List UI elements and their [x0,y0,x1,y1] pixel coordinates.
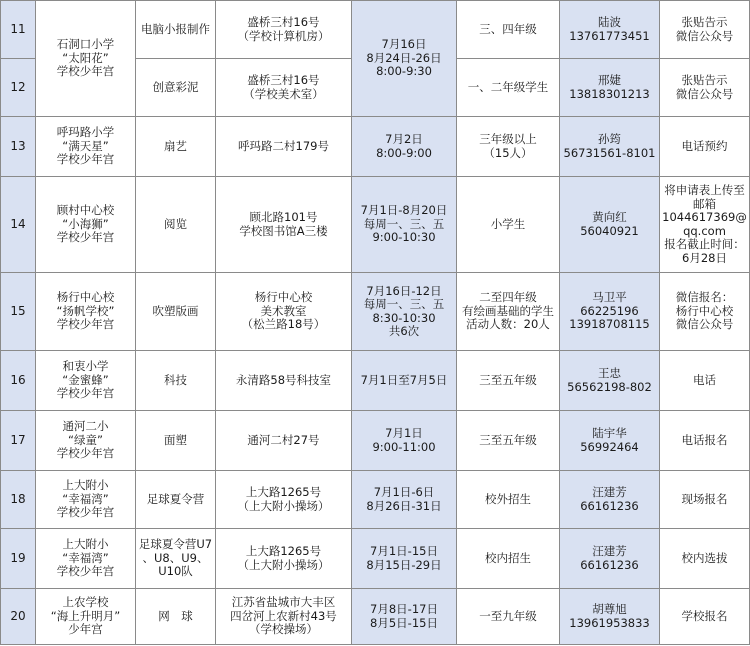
activity-time: 7月16日-12日 每周一、三、五 8:30-10:30 共6次 [352,273,457,351]
school-name: 上农学校 “海上升明月” 少年宫 [36,589,136,645]
project-name: 足球夏令营U7 、U8、U9、 U10队 [136,529,216,589]
project-name: 扇艺 [136,117,216,177]
contact-info: 王忠 56562198-802 [560,351,660,411]
school-name: 杨行中心校 “扬帆学校” 学校少年宫 [36,273,136,351]
signup-method: 现场报名 [660,471,750,529]
activity-time: 7月1日至7月5日 [352,351,457,411]
signup-method: 电话 [660,351,750,411]
row-number: 17 [1,411,36,471]
signup-method: 电话报名 [660,411,750,471]
table-row [1,589,750,645]
school-name: 上大附小 “幸福湾” 学校少年宫 [36,529,136,589]
activity-address: 通河二村27号 [216,411,352,471]
activity-time: 7月16日 8月24日-26日 8:00-9:30 [352,1,457,117]
table-row [1,351,750,411]
row-number: 19 [1,529,36,589]
contact-info: 邢婕 13818301213 [560,59,660,117]
contact-info: 陆宇华 56992464 [560,411,660,471]
target-grade: 小学生 [457,177,560,273]
project-name: 电脑小报制作 [136,1,216,59]
activity-address: 呼玛路二村179号 [216,117,352,177]
school-name: 通河二小 “绿童” 学校少年宫 [36,411,136,471]
project-name: 创意彩泥 [136,59,216,117]
contact-info: 黄向红 56040921 [560,177,660,273]
activity-time: 7月1日-8月20日 每周一、三、五 9:00-10:30 [352,177,457,273]
signup-method: 校内选拔 [660,529,750,589]
activity-time: 7月1日-15日 8月15日-29日 [352,529,457,589]
project-name: 科技 [136,351,216,411]
table-row [1,529,750,589]
target-grade: 三至五年级 [457,411,560,471]
activity-address: 上大路1265号 （上大附小操场） [216,529,352,589]
contact-info: 马卫平 66225196 13918708115 [560,273,660,351]
row-number: 14 [1,177,36,273]
school-name: 石洞口小学 “太阳花” 学校少年宫 [36,1,136,117]
target-grade: 校外招生 [457,471,560,529]
activity-time: 7月8日-17日 8月5日-15日 [352,589,457,645]
activity-time: 7月1日-6日 8月26日-31日 [352,471,457,529]
row-number: 20 [1,589,36,645]
contact-info: 汪建芳 66161236 [560,529,660,589]
target-grade: 一、二年级学生 [457,59,560,117]
activity-address: 上大路1265号 （上大附小操场） [216,471,352,529]
row-number: 11 [1,1,36,59]
row-number: 18 [1,471,36,529]
activity-time: 7月1日 9:00-11:00 [352,411,457,471]
table-row [1,471,750,529]
signup-method: 将申请表上传至 邮箱 1044617369@ qq.com 报名截止时间： 6月28日 [660,177,750,273]
school-name: 和衷小学 “金蜜蜂” 学校少年宫 [36,351,136,411]
signup-method: 电话预约 [660,117,750,177]
contact-info: 孙筠 56731561-8101 [560,117,660,177]
row-number: 12 [1,59,36,117]
project-name: 吹塑版画 [136,273,216,351]
project-name: 网 球 [136,589,216,645]
activity-address: 杨行中心校 美术教室 （松兰路18号） [216,273,352,351]
activity-address: 永清路58号科技室 [216,351,352,411]
target-grade: 二至四年级 有绘画基础的学生 活动人数：20人 [457,273,560,351]
signup-method: 微信报名： 杨行中心校 微信公众号 [660,273,750,351]
table-row [1,177,750,273]
table-row [1,1,750,59]
row-number: 16 [1,351,36,411]
contact-info: 胡尊旭 13961953833 [560,589,660,645]
table-row [1,273,750,351]
target-grade: 三至五年级 [457,351,560,411]
signup-method: 张贴告示 微信公众号 [660,59,750,117]
project-name: 面塑 [136,411,216,471]
target-grade: 校内招生 [457,529,560,589]
school-name: 上大附小 “幸福湾” 学校少年宫 [36,471,136,529]
activity-address: 顾北路101号 学校图书馆A三楼 [216,177,352,273]
table-row [1,117,750,177]
table-row [1,411,750,471]
target-grade: 一至九年级 [457,589,560,645]
activity-time: 7月2日 8:00-9:00 [352,117,457,177]
signup-method: 学校报名 [660,589,750,645]
signup-method: 张贴告示 微信公众号 [660,1,750,59]
contact-info: 陆波 13761773451 [560,1,660,59]
project-name: 足球夏令营 [136,471,216,529]
target-grade: 三年级以上 （15人） [457,117,560,177]
row-number: 13 [1,117,36,177]
school-name: 呼玛路小学 “满天星” 学校少年宫 [36,117,136,177]
activity-address: 江苏省盐城市大丰区 四岔河上农新村43号 （学校操场） [216,589,352,645]
school-name: 顾村中心校 “小海狮” 学校少年宫 [36,177,136,273]
project-name: 阅览 [136,177,216,273]
target-grade: 三、四年级 [457,1,560,59]
row-number: 15 [1,273,36,351]
activity-address: 盛桥三村16号 （学校计算机房） [216,1,352,59]
activity-address: 盛桥三村16号 （学校美术室） [216,59,352,117]
contact-info: 汪建芳 66161236 [560,471,660,529]
